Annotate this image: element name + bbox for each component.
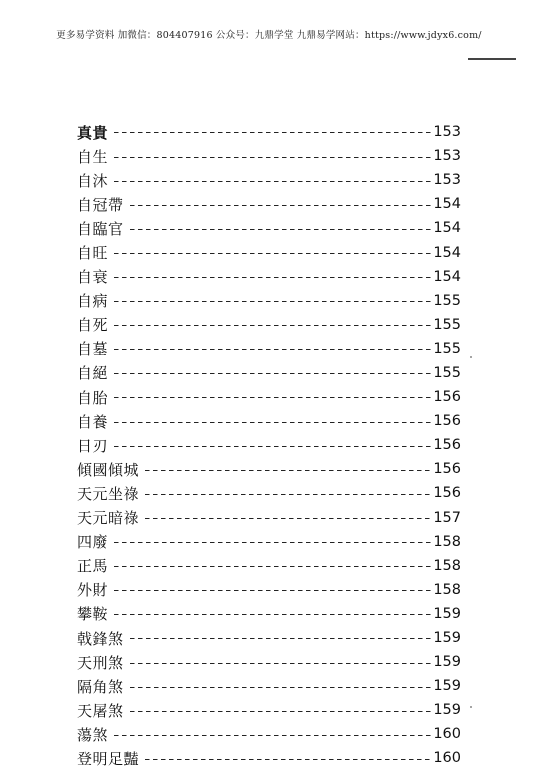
- toc-entry-title: 真貴: [77, 123, 109, 142]
- toc-entry-title: 自臨官: [77, 219, 124, 238]
- toc-entry-title: 外財: [77, 581, 109, 600]
- dot-leader: [114, 446, 431, 447]
- toc-entry-title: 登明足豔: [77, 749, 140, 768]
- dot-leader: [114, 542, 431, 543]
- toc-entry-title: 天元坐祿: [77, 484, 140, 503]
- toc-entry-page: 157: [433, 509, 461, 526]
- toc-entry-page: 158: [433, 533, 461, 550]
- dot-leader: [145, 759, 431, 760]
- toc-entry-page: 155: [433, 316, 461, 333]
- dot-leader: [145, 518, 431, 519]
- dot-leader: [130, 638, 431, 639]
- toc-entry-title: 天元暗祿: [77, 509, 140, 528]
- toc-entry-title: 自沐: [77, 171, 109, 190]
- toc-entry: [77, 409, 461, 433]
- toc-entry-page: 156: [433, 461, 461, 478]
- toc-entry: [77, 626, 461, 650]
- toc-entry-title: 自養: [77, 412, 109, 431]
- dot-leader: [114, 566, 431, 567]
- toc-entry-title: 四廢: [77, 533, 109, 552]
- toc-entry-title: 蕩煞: [77, 725, 109, 744]
- toc-entry-title: 自冠帶: [77, 195, 124, 214]
- toc-entry-page: 156: [433, 389, 461, 406]
- toc-entry-page: 155: [433, 292, 461, 309]
- toc-entry-title: 自病: [77, 292, 109, 311]
- toc-entry-page: 160: [433, 726, 461, 743]
- toc-entry-title: 自胎: [77, 388, 109, 407]
- toc-entry-page: 154: [433, 220, 461, 237]
- toc-entry: [77, 337, 461, 361]
- toc-entry-page: 156: [433, 485, 461, 502]
- toc-entry: [77, 650, 461, 674]
- dot-leader: [145, 494, 431, 495]
- toc-entry-page: 153: [433, 172, 461, 189]
- toc-entry: [77, 289, 461, 313]
- toc-entry-page: 160: [433, 750, 461, 767]
- toc-entry-title: 正馬: [77, 557, 109, 576]
- dot-leader: [114, 157, 431, 158]
- decorative-rule: [468, 58, 516, 60]
- toc-entry-page: 155: [433, 364, 461, 381]
- toc-entry: [77, 240, 461, 264]
- dot-leader: [114, 735, 431, 736]
- toc-entry: [77, 192, 461, 216]
- toc-entry-page: 156: [433, 413, 461, 430]
- toc-entry-page: 159: [433, 630, 461, 647]
- toc-entry: [77, 698, 461, 722]
- toc-entry: [77, 216, 461, 240]
- table-of-contents: [77, 120, 461, 771]
- toc-entry: [77, 313, 461, 337]
- toc-entry-page: 159: [433, 678, 461, 695]
- toc-entry: [77, 361, 461, 385]
- toc-entry: [77, 168, 461, 192]
- toc-entry: [77, 481, 461, 505]
- dot-leader: [114, 590, 431, 591]
- toc-entry-title: 天刑煞: [77, 653, 124, 672]
- scan-speck: [470, 356, 472, 358]
- toc-entry: [77, 674, 461, 698]
- toc-entry-page: 154: [433, 268, 461, 285]
- dot-leader: [145, 470, 431, 471]
- toc-entry: [77, 578, 461, 602]
- toc-entry-title: 自死: [77, 316, 109, 335]
- toc-entry-title: 自生: [77, 147, 109, 166]
- dot-leader: [130, 687, 431, 688]
- dot-leader: [130, 711, 431, 712]
- dot-leader: [114, 325, 431, 326]
- dot-leader: [114, 422, 431, 423]
- toc-entry: [77, 144, 461, 168]
- dot-leader: [114, 373, 431, 374]
- toc-entry-page: 153: [433, 148, 461, 165]
- toc-entry-title: 天屠煞: [77, 701, 124, 720]
- dot-leader: [130, 205, 431, 206]
- toc-entry-page: 153: [433, 124, 461, 141]
- dot-leader: [114, 614, 431, 615]
- toc-entry: [77, 746, 461, 770]
- toc-entry: [77, 265, 461, 289]
- dot-leader: [114, 181, 431, 182]
- toc-entry-title: 攀鞍: [77, 605, 109, 624]
- toc-entry-page: 159: [433, 702, 461, 719]
- dot-leader: [114, 277, 431, 278]
- toc-entry-page: 154: [433, 244, 461, 261]
- dot-leader: [114, 301, 431, 302]
- toc-entry-page: 156: [433, 437, 461, 454]
- toc-entry-page: 158: [433, 557, 461, 574]
- toc-entry-title: 自絕: [77, 364, 109, 383]
- toc-entry-title: 戟鋒煞: [77, 629, 124, 648]
- page-header-text: 更多易学资料 加微信：804407916 公众号：九鼎学堂 九鼎易学网站：https://www.jdyx6.com/: [56, 30, 482, 41]
- toc-entry: [77, 433, 461, 457]
- toc-entry-title: 自墓: [77, 340, 109, 359]
- toc-entry-page: 155: [433, 340, 461, 357]
- toc-entry: [77, 506, 461, 530]
- toc-entry: [77, 602, 461, 626]
- toc-entry-page: 159: [433, 654, 461, 671]
- toc-entry-title: 自衰: [77, 268, 109, 287]
- toc-entry-title: 自旺: [77, 244, 109, 263]
- toc-entry: [77, 120, 461, 144]
- toc-entry-title: 日刃: [77, 436, 109, 455]
- toc-entry-title: 隔角煞: [77, 677, 124, 696]
- scan-speck: [470, 706, 472, 708]
- dot-leader: [114, 397, 431, 398]
- toc-entry: [77, 722, 461, 746]
- dot-leader: [114, 132, 431, 133]
- dot-leader: [130, 663, 431, 664]
- toc-entry-page: 158: [433, 581, 461, 598]
- dot-leader: [114, 349, 431, 350]
- toc-entry: [77, 457, 461, 481]
- toc-entry-page: 154: [433, 196, 461, 213]
- toc-entry: [77, 385, 461, 409]
- dot-leader: [114, 253, 431, 254]
- toc-entry: [77, 554, 461, 578]
- toc-entry-page: 159: [433, 605, 461, 622]
- toc-entry: [77, 530, 461, 554]
- toc-entry-title: 傾國傾城: [77, 460, 140, 479]
- dot-leader: [130, 229, 431, 230]
